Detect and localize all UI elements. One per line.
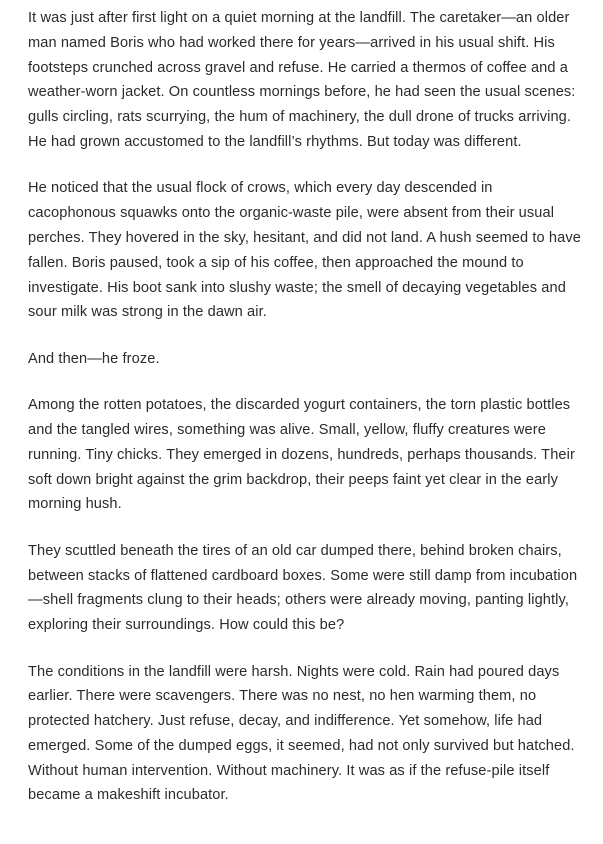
- paragraph-1: It was just after first light on a quiet morning at the landfill. The caretaker—an older man named Boris who had worked there for years—arrived in his usual shift. His footsteps crunched across gravel and refuse. He carried a thermos of coffee and a weather-worn jacket. On countless mornings before, he had seen the usual scenes: gulls circling, rats scurrying, the hum of machinery, the dull drone of trucks arriving. He had grown accustomed to the landfill’s rhythms. But today was different.: [28, 10, 576, 150]
- paragraph-2: He noticed that the usual flock of crows, which every day descended in cacophonous squawks onto the organic-waste pile, were absent from their usual perches. They hovered in the sky, hesitant, and did not land. A hush seemed to have fallen. Boris paused, took a sip of his coffee, then approached the mound to investigate. His boot sank into slushy waste; the smell of decaying vegetables and sour milk was strong in the dawn air.: [28, 180, 581, 321]
- paragraph-6: The conditions in the landfill were harsh. Nights were cold. Rain had poured days earlier. There were scavengers. There was no nest, no hen warming them, no protected hatchery. Just refuse, decay, and indifference. Yet somehow, life had emerged. Some of the dumped eggs, it seemed, had not only survived but hatched. Without human intervention. Without machinery. It was as if the refuse-pile itself became a makeshift incubator.: [28, 663, 575, 804]
- paragraph-3: And then—he froze.: [28, 350, 160, 367]
- paragraph-4: Among the rotten potatoes, the discarded yogurt containers, the torn plastic bottles and the tangled wires, something was alive. Small, yellow, fluffy creatures were running. Tiny chicks. They emerged in dozens, hundreds, perhaps thousands. Their soft down bright against the grim backdrop, their peeps faint yet clear in the early morning hush.: [28, 397, 575, 513]
- story-text: [28, 6, 583, 830]
- paragraph-5: They scuttled beneath the tires of an old car dumped there, behind broken chairs, between stacks of flattened cardboard boxes. Some were still damp from incubation—shell fragments clung to their heads; others were already moving, panting lightly, exploring their surroundings. How could this be?: [28, 542, 578, 634]
